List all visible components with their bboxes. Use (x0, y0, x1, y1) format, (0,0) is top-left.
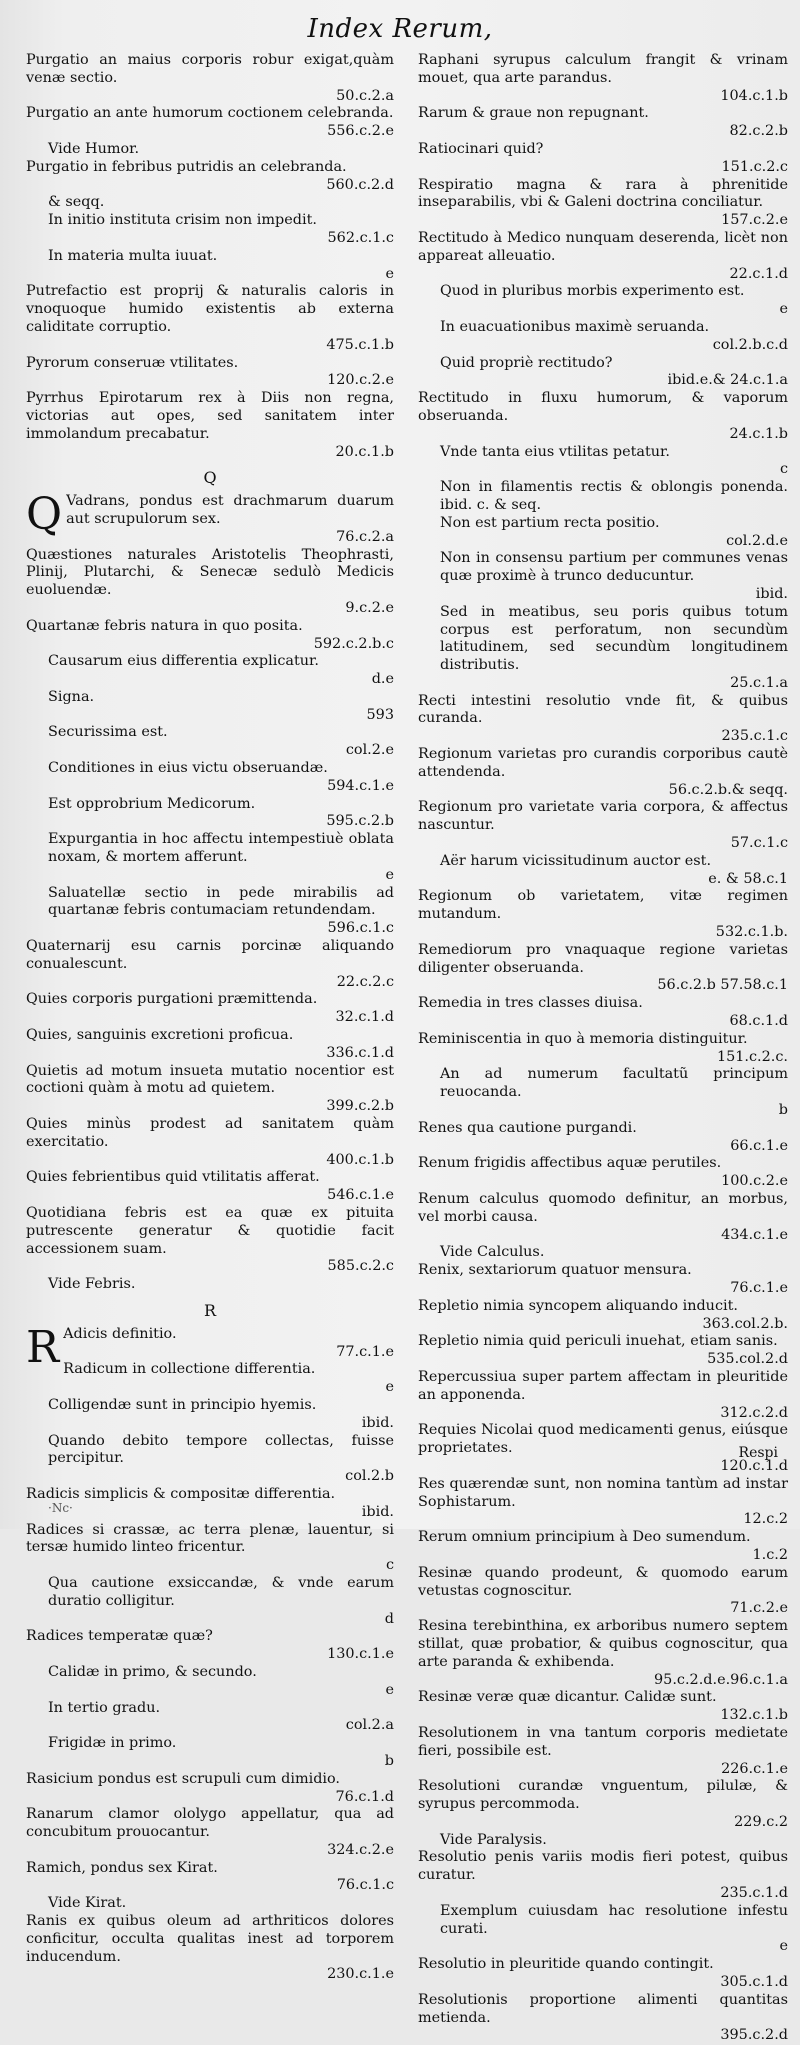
index-entry (26, 1169, 394, 1205)
entry-text: Ranis ex quibus oleum ad arthriticos dolores conficitur, occulta qualitas inest ad torporem inducendum. (26, 1913, 394, 1965)
entry-text: Resolutio penis variis modis fieri potest, quibus curatur. (418, 1849, 788, 1884)
entry-text: Resolutionem in vna tantum corporis medietate fieri, possibile est. (418, 1724, 788, 1759)
entry-text: Resolutioni curandæ vnguentum, pilulæ, & syrupus percommoda. (418, 1778, 788, 1813)
index-entry (418, 319, 788, 355)
entry-reference: 535.col.2.d (707, 1351, 788, 1368)
index-entry (26, 938, 394, 991)
index-entry (26, 1433, 394, 1486)
entry-text: In tertio gradu. (48, 1699, 161, 1716)
entry-reference: 95.c.2.d.e.96.c.1.a (654, 1671, 788, 1688)
index-entry (26, 105, 394, 141)
index-entry (26, 194, 394, 212)
index-entry (26, 1027, 394, 1063)
index-entry (418, 550, 788, 603)
entry-reference: 57.c.1.c (730, 835, 788, 852)
entry-reference: 12.c.2 (743, 1511, 788, 1528)
entry-reference: 546.c.1.e (327, 1187, 394, 1204)
entry-text: Securissima est. (48, 724, 168, 741)
right-entries (418, 52, 788, 2045)
entry-text: Rectitudo in fluxu humorum, & vaporum obseruanda. (418, 390, 788, 424)
entry-text: Repletio nimia syncopem aliquando inducit. (418, 1297, 738, 1314)
entry-text: Vadrans, pondus est drachmarum duarum aut scrupulorum sex. (66, 493, 394, 527)
entry-text: Reminiscentia in quo à memoria distinguitur. (418, 1030, 748, 1047)
entry-text: Saluatellæ sectio in pede mirabilis ad quartanæ febris contumaciam retundendam. (48, 884, 394, 919)
index-entry (418, 1422, 788, 1475)
entry-reference: 120.c.2.e (327, 372, 394, 389)
index-entry (418, 1066, 788, 1119)
entry-reference: 475.c.1.b (326, 336, 394, 353)
entry-reference: col.2.b.c.d (712, 336, 788, 353)
bottom-mark: ·Nc· (48, 1501, 73, 1515)
entry-reference: 104.c.1.b (720, 87, 788, 104)
entry-text: Radicis simplicis & compositæ differentia. (26, 1485, 336, 1502)
entry-reference: 593 (366, 706, 394, 723)
index-entry (418, 604, 788, 693)
entry-text: Quies, sanguinis excretioni proficua. (26, 1027, 294, 1044)
entry-reference: e (779, 301, 788, 318)
entry-reference: 56.c.2.b 57.58.c.1 (657, 977, 788, 994)
entry-reference: 562.c.1.c (327, 229, 394, 246)
index-entry (26, 1806, 394, 1859)
entry-text: Vide Calculus. (440, 1244, 545, 1261)
entry-reference: 132.c.1.b (720, 1707, 788, 1724)
entry-reference: 235.c.1.d (720, 1885, 788, 1902)
entry-text: Quæstiones naturales Aristotelis Theophrasti, Plinij, Plutarchi, & Senecæ sedulò Medicis euoluendæ. (26, 546, 394, 599)
entry-text: Adicis definitio. (63, 1325, 177, 1342)
index-entry (26, 1700, 394, 1736)
index-entry (418, 1565, 788, 1618)
catchword: Respi (738, 1445, 778, 1461)
entry-reference: b (778, 1102, 788, 1119)
index-entry (26, 390, 394, 461)
entry-reference: 596.c.1.c (327, 920, 394, 937)
index-entry (26, 760, 394, 796)
entry-reference: 100.c.2.e (721, 1173, 788, 1190)
entry-text: Recti intestini resolutio vnde fit, & quibus curanda. (418, 692, 788, 727)
entry-text: Res quærendæ sunt, non nomina tantùm ad instar Sophistarum. (418, 1475, 788, 1510)
entry-text: Requies Nicolai quod medicamenti genus, eiúsque proprietates. (418, 1422, 788, 1457)
index-entry (418, 52, 788, 105)
index-entry (26, 1575, 394, 1628)
entry-text: Quid propriè rectitudo? (440, 354, 613, 371)
index-entry (26, 1522, 394, 1575)
entry-reference: 230.c.1.e (327, 1966, 394, 1983)
index-entry (26, 1116, 394, 1169)
entry-reference: 594.c.1.e (327, 777, 394, 794)
entry-text: Repercussiua super partem affectam in pleuritide an apponenda. (418, 1368, 788, 1403)
entry-reference: 595.c.2.b (326, 813, 394, 830)
entry-reference: c (779, 461, 788, 478)
entry-text: Calidæ in primo, & secundo. (48, 1663, 257, 1680)
index-entry (26, 547, 394, 618)
section-letter-q: Q (203, 468, 217, 488)
entry-reference: e (385, 1379, 394, 1396)
index-entry (26, 1205, 394, 1276)
entry-text: Resina terebinthina, ex arboribus numero septem stillat, quæ probatior, & quibus cognoscitur, qua arte paranda & exhibenda. (418, 1618, 788, 1670)
entry-text: Purgatio an maius corporis robur exigat,quàm venæ sectio. (26, 52, 394, 86)
index-entry (418, 283, 788, 319)
index-entry (418, 479, 788, 515)
left-entries (26, 52, 394, 461)
entry-reference: 20.c.1.b (335, 443, 394, 460)
index-entry (26, 1771, 394, 1807)
index-entry (418, 1333, 788, 1369)
entry-reference: 25.c.1.a (730, 674, 788, 691)
entry-text: & seqq. (48, 194, 105, 211)
index-entry (26, 689, 394, 725)
index-entry (26, 1735, 394, 1771)
entry-reference: 363.col.2.b. (702, 1315, 788, 1332)
index-entry (26, 1276, 394, 1294)
index-entry (26, 52, 394, 105)
index-entry (26, 1361, 394, 1397)
entry-text: Quies febrientibus quid vtilitatis afferat. (26, 1169, 320, 1186)
entry-text: Resinæ veræ quæ dicantur. Calidæ sunt. (418, 1689, 717, 1706)
entry-reference: col.2.e (345, 742, 394, 759)
index-entry (418, 995, 788, 1031)
entry-text: Vide Kirat. (48, 1895, 127, 1912)
entry-text: Sed in meatibus, seu poris quibus totum corpus est perforatum, non secundùm latitudinem, sed secundùm longitudinem distributis. (440, 603, 788, 674)
index-entry (418, 390, 788, 443)
entry-text: Quartanæ febris natura in quo posita. (26, 617, 303, 634)
index-entry (26, 1063, 394, 1116)
entry-reference: ibid. (755, 585, 788, 602)
entry-text: In initio instituta crisim non impedit. (48, 212, 317, 229)
entry-reference: 151.c.2.c (721, 158, 788, 175)
entry-reference: 395.c.2.d (720, 2027, 788, 2044)
entry-text: Vnde tanta eius vtilitas petatur. (440, 443, 670, 460)
entry-reference: col.2.b (345, 1468, 394, 1485)
entry-reference: 312.c.2.d (720, 1404, 788, 1421)
index-entry (26, 1913, 394, 1984)
entry-reference: 560.c.2.d (326, 176, 394, 193)
entry-text: Quod in pluribus morbis experimento est. (440, 283, 745, 300)
index-entry (418, 1120, 788, 1156)
entry-text: Putrefactio est proprij & naturalis caloris in vnoquoque humido existentis ab externa caliditate corruptio. (26, 283, 394, 335)
entry-reference: c (385, 1557, 394, 1574)
index-entry (26, 355, 394, 391)
index-entry (26, 1397, 394, 1433)
entry-text: Frigidæ in primo. (48, 1735, 177, 1752)
entry-reference: 24.c.1.b (729, 425, 788, 442)
index-entry (26, 1895, 394, 1913)
index-entry (26, 618, 394, 654)
entry-reference: e. & 58.c.1 (708, 870, 788, 887)
entry-reference: 585.c.2.c (327, 1258, 394, 1275)
entry-reference: 82.c.2.b (729, 123, 788, 140)
entry-reference: 120.c.1.d (720, 1457, 788, 1474)
entry-reference: 71.c.2.e (730, 1600, 788, 1617)
entry-reference: 56.c.2.b.& seqq. (668, 781, 788, 798)
index-entry (26, 1860, 394, 1896)
entry-reference: ibid.e.& 24.c.1.a (667, 372, 788, 389)
entry-text: Non in consensu partium per communes venas quæ proximè à trunco deducuntur. (440, 550, 788, 585)
entry-reference: d (384, 1610, 394, 1627)
entry-text: Resolutio in pleuritide quando contingit. (418, 1956, 714, 1973)
entry-text: Vide Febris. (48, 1276, 136, 1293)
entry-text: Renum frigidis affectibus aquæ perutiles. (418, 1155, 722, 1172)
index-entry (418, 515, 788, 551)
index-entry (26, 212, 394, 248)
entry-text: Ratiocinari quid? (418, 140, 544, 157)
entry-text: Vide Paralysis. (440, 1831, 547, 1848)
entry-text: Renix, sextariorum quatuor mensura. (418, 1262, 692, 1279)
entry-reference: 229.c.2 (734, 1813, 788, 1830)
entry-text: Renum calculus quomodo definitur, an morbus, vel morbi causa. (418, 1191, 788, 1225)
entry-reference: 226.c.1.e (721, 1760, 788, 1777)
entry-reference: 68.c.1.d (729, 1013, 788, 1030)
index-entry (418, 1903, 788, 1956)
index-entry (418, 1262, 788, 1298)
entry-text: Est opprobrium Medicorum. (48, 795, 256, 812)
entry-text: Quies corporis purgationi præmittenda. (26, 991, 318, 1008)
index-entry (418, 141, 788, 177)
index-entry (26, 159, 394, 195)
index-entry (26, 831, 394, 884)
entry-reference: 336.c.1.d (326, 1044, 394, 1061)
drop-capital: Q (26, 489, 63, 541)
index-entry (418, 1618, 788, 1689)
entry-text: Resinæ quando prodeunt, & quomodo earum vetustas cognoscitur. (418, 1564, 788, 1599)
entry-reference: 76.c.1.d (335, 1788, 394, 1805)
entry-text: Ramich, pondus sex Kirat. (26, 1859, 218, 1876)
entry-text: Rerum omnium principium à Deo sumendum. (418, 1529, 751, 1546)
entry-reference: 9.c.2.e (345, 599, 394, 616)
entry-text: Pyrrhus Epirotarum rex à Diis non regna, victorias aut opes, sed sanitatem inter immolandum precabatur. (26, 390, 394, 442)
entry-reference: 399.c.2.b (326, 1098, 394, 1115)
entry-text: Remediorum pro vnaquaque regione varietas diligenter obseruanda. (418, 941, 788, 976)
entry-reference: 151.c.2.c. (716, 1048, 788, 1065)
entry-text: In euacuationibus maximè seruanda. (440, 318, 710, 335)
entry-reference: 305.c.1.d (720, 1974, 788, 1991)
index-entry (418, 942, 788, 995)
index-entry (418, 853, 788, 889)
entry-text: Purgatio an ante humorum coctionem celebranda. (26, 105, 394, 122)
entry-text: Radices si crassæ, ac terra plenæ, lauentur, si tersæ humido linteo fricentur. (26, 1521, 394, 1556)
entry-reference: 400.c.1.b (326, 1151, 394, 1168)
entry-reference: 556.c.2.e (327, 123, 394, 140)
entry-reference: e (779, 1938, 788, 1955)
entry-reference: b (384, 1752, 394, 1769)
entry-reference: 235.c.1.c (721, 728, 788, 745)
index-entry (418, 230, 788, 283)
index-entry (26, 489, 394, 546)
index-entry (26, 991, 394, 1027)
entry-reference: 76.c.2.a (336, 528, 394, 545)
entry-text: Rarum & graue non repugnant. (418, 105, 649, 122)
entry-text: In materia multa iuuat. (48, 247, 218, 264)
entry-text: Conditiones in eius victu obseruandæ. (48, 760, 328, 777)
drop-capital: R (26, 1321, 60, 1373)
entry-text: Aër harum vicissitudinum auctor est. (440, 852, 712, 869)
index-entry (418, 1689, 788, 1725)
index-entry (418, 177, 788, 230)
entry-reference: 130.c.1.e (327, 1646, 394, 1663)
index-entry (418, 1849, 788, 1902)
entry-reference: 592.c.2.b.c (313, 635, 394, 652)
index-entry (26, 653, 394, 689)
index-entry (26, 141, 394, 159)
entry-reference: ibid. (361, 1503, 394, 1520)
entry-text: Pyrorum conseruæ vtilitates. (26, 354, 239, 371)
entry-text: Quietis ad motum insueta mutatio nocentior est coctioni quàm à motu ad quietem. (26, 1062, 394, 1097)
entry-reference: 532.c.1.b. (715, 924, 788, 941)
index-entry (418, 1191, 788, 1244)
index-entry (418, 1244, 788, 1262)
index-entry (418, 1031, 788, 1067)
index-entry (418, 1476, 788, 1529)
index-entry (418, 1298, 788, 1334)
entry-reference: 76.c.1.c (336, 1877, 394, 1894)
r-entries (26, 1321, 394, 1984)
entry-reference: 77.c.1.e (336, 1343, 394, 1360)
entry-reference: 1.c.2 (752, 1546, 788, 1563)
entry-reference: 76.c.1.e (730, 1279, 788, 1296)
index-entry (418, 1725, 788, 1778)
index-entry (418, 888, 788, 941)
entry-text: Quotidiana febris est ea quæ ex pituita putrescente generatur & quotidie facit accessionem suam. (26, 1205, 394, 1257)
entry-text: Non est partium recta positio. (440, 514, 660, 531)
right-column (418, 52, 788, 2045)
entry-reference: e (385, 1681, 394, 1698)
entry-reference: 22.c.2.c (336, 973, 394, 990)
entry-text: Respiratio magna & rara à phrenitide inseparabilis, vbi & Galeni doctrina conciliatur. (418, 176, 788, 211)
entry-reference: e (385, 265, 394, 282)
entry-text: An ad numerum facultatũ principum reuocanda. (440, 1066, 788, 1101)
entry-reference: 22.c.1.d (729, 265, 788, 282)
index-entry (26, 885, 394, 938)
entry-text: Purgatio in febribus putridis an celebranda. (26, 158, 347, 175)
entry-text: Remedia in tres classes diuisa. (418, 995, 643, 1012)
entry-reference: d.e (371, 671, 394, 688)
entry-text: Ranarum clamor ololygo appellatur, qua ad concubitum prouocantur. (26, 1806, 394, 1841)
entry-text: Exemplum cuiusdam hac resolutione infestu curati. (440, 1902, 788, 1937)
index-entry (418, 693, 788, 746)
entry-reference: col.2.d.e (726, 532, 788, 549)
entry-reference: 32.c.1.d (335, 1009, 394, 1026)
index-entry (26, 1664, 394, 1700)
entry-reference: col.2.a (345, 1717, 394, 1734)
index-entry (418, 746, 788, 799)
entry-reference: e (385, 866, 394, 883)
entry-reference: 66.c.1.e (730, 1137, 788, 1154)
index-entry (418, 1155, 788, 1191)
entry-text: Quaternarij esu carnis porcinæ aliquando conualescunt. (26, 938, 394, 972)
index-entry (418, 105, 788, 141)
entry-reference: ibid. (361, 1414, 394, 1431)
entry-text: Repletio nimia quid periculi inuehat, etiam sanis. (418, 1333, 778, 1350)
entry-reference: 434.c.1.e (721, 1226, 788, 1243)
entry-text: Renes qua cautione purgandi. (418, 1119, 637, 1136)
index-entry (26, 796, 394, 832)
entry-text: Radices temperatæ quæ? (26, 1628, 213, 1645)
entry-text: Regionum varietas pro curandis corporibus cautè attendenda. (418, 746, 788, 780)
entry-text: Colligendæ sunt in principio hyemis. (48, 1396, 317, 1413)
index-entry (418, 355, 788, 391)
entry-reference: 157.c.2.e (721, 212, 788, 229)
index-entry (418, 1832, 788, 1850)
entry-text: Quies minùs prodest ad sanitatem quàm exercitatio. (26, 1116, 394, 1150)
index-entry (418, 1956, 788, 1992)
entry-text: Resolutionis proportione alimenti quantitas metienda. (418, 1991, 788, 2026)
index-entry (418, 799, 788, 852)
entry-text: Rectitudo à Medico nunquam deserenda, licèt non appareat alleuatio. (418, 229, 788, 264)
index-entry (26, 1486, 394, 1522)
entry-text: Raphani syrupus calculum frangit & vrinam mouet, qua arte parandus. (418, 52, 788, 86)
index-entry (418, 1369, 788, 1422)
entry-text: Qua cautione exsiccandæ, & vnde earum duratio colligitur. (48, 1574, 394, 1609)
entry-text: Non in filamentis rectis & oblongis ponenda. ibid. c. & seq. (440, 479, 788, 513)
page-title: Index Rerum, (307, 14, 493, 44)
entry-text: Vide Humor. (48, 140, 140, 157)
entry-text: Causarum eius differentia explicatur. (48, 653, 319, 670)
entry-text: Quando debito tempore collectas, fuisse percipitur. (48, 1432, 394, 1467)
entry-text: Expurgantia in hoc affectu intempestiuè oblata noxam, & mortem afferunt. (48, 831, 394, 866)
entry-text: Regionum pro varietate varia corpora, & affectus nascuntur. (418, 799, 788, 834)
index-entry (418, 1992, 788, 2045)
index-entry (418, 444, 788, 480)
index-entry (26, 283, 394, 354)
left-column (26, 52, 394, 1984)
index-entry (26, 1628, 394, 1664)
entry-reference: 324.c.2.e (327, 1841, 394, 1858)
index-entry (418, 1529, 788, 1565)
entry-text: Regionum ob varietatem, vitæ regimen mutandum. (418, 888, 788, 923)
entry-text: Rasicium pondus est scrupuli cum dimidio. (26, 1770, 340, 1787)
index-entry (26, 248, 394, 284)
entry-reference: 50.c.2.a (336, 87, 394, 104)
index-entry (26, 724, 394, 760)
q-entries (26, 489, 394, 1294)
section-letter-r: R (203, 1300, 217, 1320)
entry-text: Signa. (48, 688, 95, 705)
index-entry (418, 1778, 788, 1831)
entry-text: Radicum in collectione differentia. (63, 1361, 316, 1378)
